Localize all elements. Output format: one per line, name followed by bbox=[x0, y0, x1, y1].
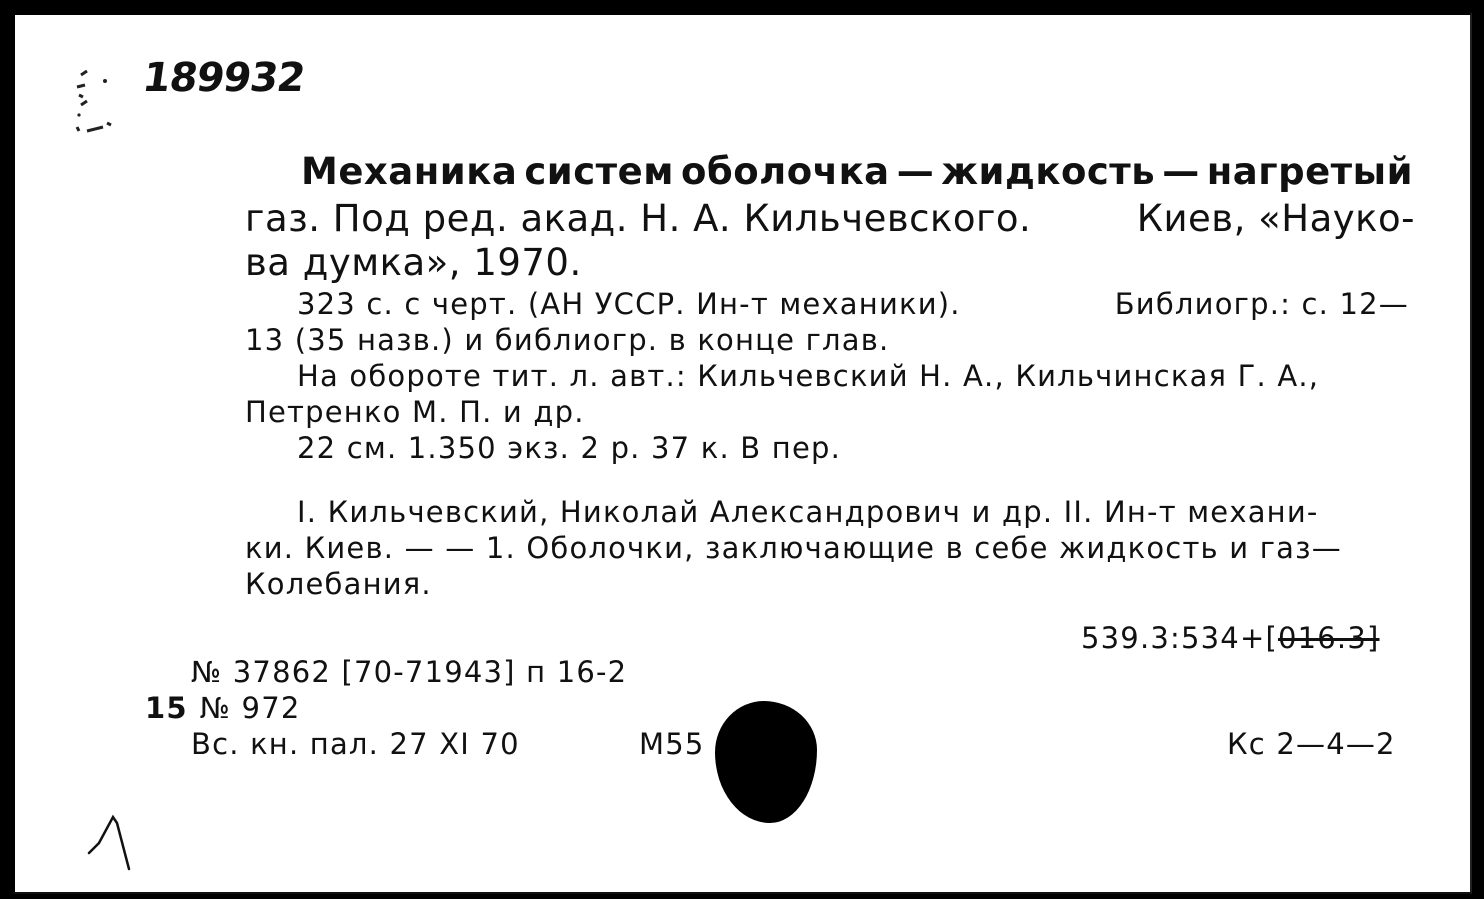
editor-text: газ. Под ред. акад. Н. А. Кильчевского. bbox=[245, 197, 1032, 240]
description-line-1 bbox=[297, 287, 1409, 321]
description-line-2: 13 (35 назв.) и библиогр. в конце глав. bbox=[245, 323, 890, 357]
title-word: жидкость bbox=[941, 150, 1156, 193]
udc-code bbox=[1081, 621, 1380, 655]
title-word: нагретый bbox=[1206, 150, 1413, 193]
catalog-card bbox=[12, 12, 1472, 894]
udc-struck: 016.3] bbox=[1277, 621, 1380, 655]
inventory-number: 189932 bbox=[139, 55, 308, 101]
title-word: — bbox=[896, 150, 935, 193]
title-line-2 bbox=[245, 197, 1415, 240]
subject-line-3: Колебания. bbox=[245, 567, 432, 601]
description-line-5: 22 см. 1.350 экз. 2 р. 37 к. В пер. bbox=[297, 431, 842, 465]
udc-prefix: 539.3:534+[ bbox=[1081, 621, 1278, 655]
sequence-number: № 972 bbox=[199, 691, 301, 725]
title-line bbox=[301, 150, 1413, 193]
sequence-prefix: 15 bbox=[145, 691, 188, 725]
chamber-date: Вс. кн. пал. 27 XI 70 bbox=[191, 727, 520, 761]
ink-blot bbox=[715, 701, 817, 823]
description-line-3: На обороте тит. л. авт.: Кильчевский Н. А., Кильчинская Г. А., bbox=[297, 359, 1320, 393]
handwritten-mark-icon bbox=[85, 813, 141, 873]
stamp-mark-icon bbox=[67, 65, 115, 145]
title-word: оболочка bbox=[680, 150, 890, 193]
title-word: — bbox=[1162, 150, 1200, 193]
kc-code: Кс 2—4—2 bbox=[1227, 727, 1396, 761]
subject-line-1: I. Кильчевский, Николай Александрович и др. II. Ин-т механи- bbox=[297, 495, 1319, 529]
subject-line-2: ки. Киев. — — 1. Оболочки, заключающие в себе жидкость и газ— bbox=[245, 531, 1342, 565]
description-line-4: Петренко М. П. и др. bbox=[245, 395, 585, 429]
sequence-line bbox=[145, 691, 301, 725]
pages-text: 323 с. с черт. (АН УССР. Ин-т механики). bbox=[297, 287, 961, 321]
bibliography-text: Библиогр.: с. 12— bbox=[1114, 287, 1409, 321]
publisher-text: Киев, «Науко- bbox=[1136, 197, 1415, 240]
m-code: М55 bbox=[639, 727, 705, 761]
order-line: № 37862 [70-71943] п 16-2 bbox=[191, 655, 628, 689]
title-word: Механика bbox=[301, 150, 518, 193]
title-line-3: ва думка», 1970. bbox=[245, 241, 582, 284]
title-word: систем bbox=[524, 150, 674, 193]
